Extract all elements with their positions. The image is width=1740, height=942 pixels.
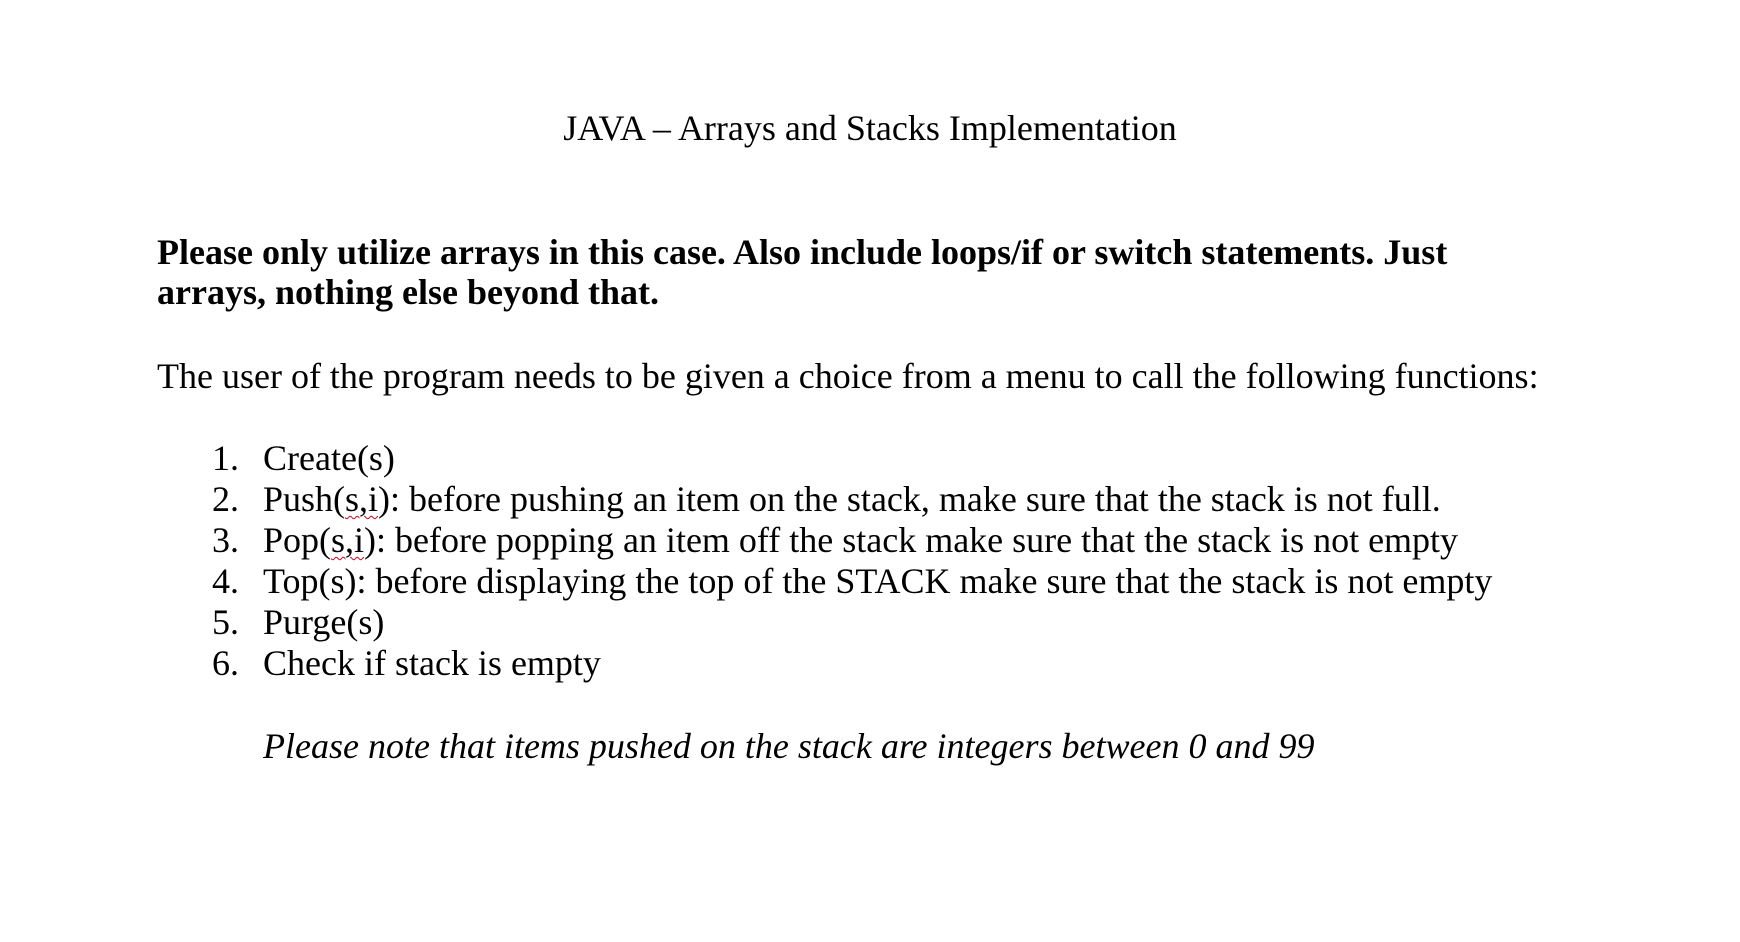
list-item-text-part: Push( bbox=[263, 479, 346, 519]
spellcheck-flagged-word[interactable]: s,i bbox=[345, 479, 379, 519]
document-title: JAVA – Arrays and Stacks Implementation bbox=[563, 108, 1177, 148]
list-item-text bbox=[263, 438, 395, 479]
spellcheck-flagged-word[interactable]: s,i bbox=[331, 520, 365, 560]
list-item-number: 1. bbox=[212, 438, 239, 478]
list-item-text-part: Top(s): before displaying the top of the STACK make sure that the stack is not empty bbox=[263, 561, 1493, 601]
list-item-text-part: ): before pushing an item on the stack, make sure that the stack is not full. bbox=[378, 479, 1441, 519]
list-item-text-part: ): before popping an item off the stack make sure that the stack is not empty bbox=[364, 520, 1459, 560]
list-item-text-part: Purge(s) bbox=[263, 602, 385, 642]
list-item-text-part: Check if stack is empty bbox=[263, 643, 601, 683]
list-item-text bbox=[263, 602, 384, 643]
list-item-number: 2. bbox=[212, 479, 239, 519]
intro-paragraph: The user of the program needs to be given a choice from a menu to call the following functions: bbox=[157, 356, 1539, 396]
list-item-text bbox=[263, 561, 1492, 602]
list-item-number: 6. bbox=[212, 643, 239, 683]
list-item-text-part: Create(s) bbox=[263, 438, 395, 478]
list-item-text bbox=[263, 643, 601, 684]
list-item-text-part: Pop( bbox=[263, 520, 332, 560]
list-item-number: 5. bbox=[212, 602, 239, 642]
list-item-text bbox=[263, 479, 1441, 520]
list-item-number: 3. bbox=[212, 520, 239, 560]
list-item-number: 4. bbox=[212, 561, 239, 601]
note-paragraph: Please note that items pushed on the stack are integers between 0 and 99 bbox=[263, 726, 1315, 766]
instruction-paragraph: Please only utilize arrays in this case. Also include loops/if or switch statements. Just arrays, nothing else beyond that. bbox=[157, 232, 1448, 312]
list-item-text bbox=[263, 520, 1458, 561]
